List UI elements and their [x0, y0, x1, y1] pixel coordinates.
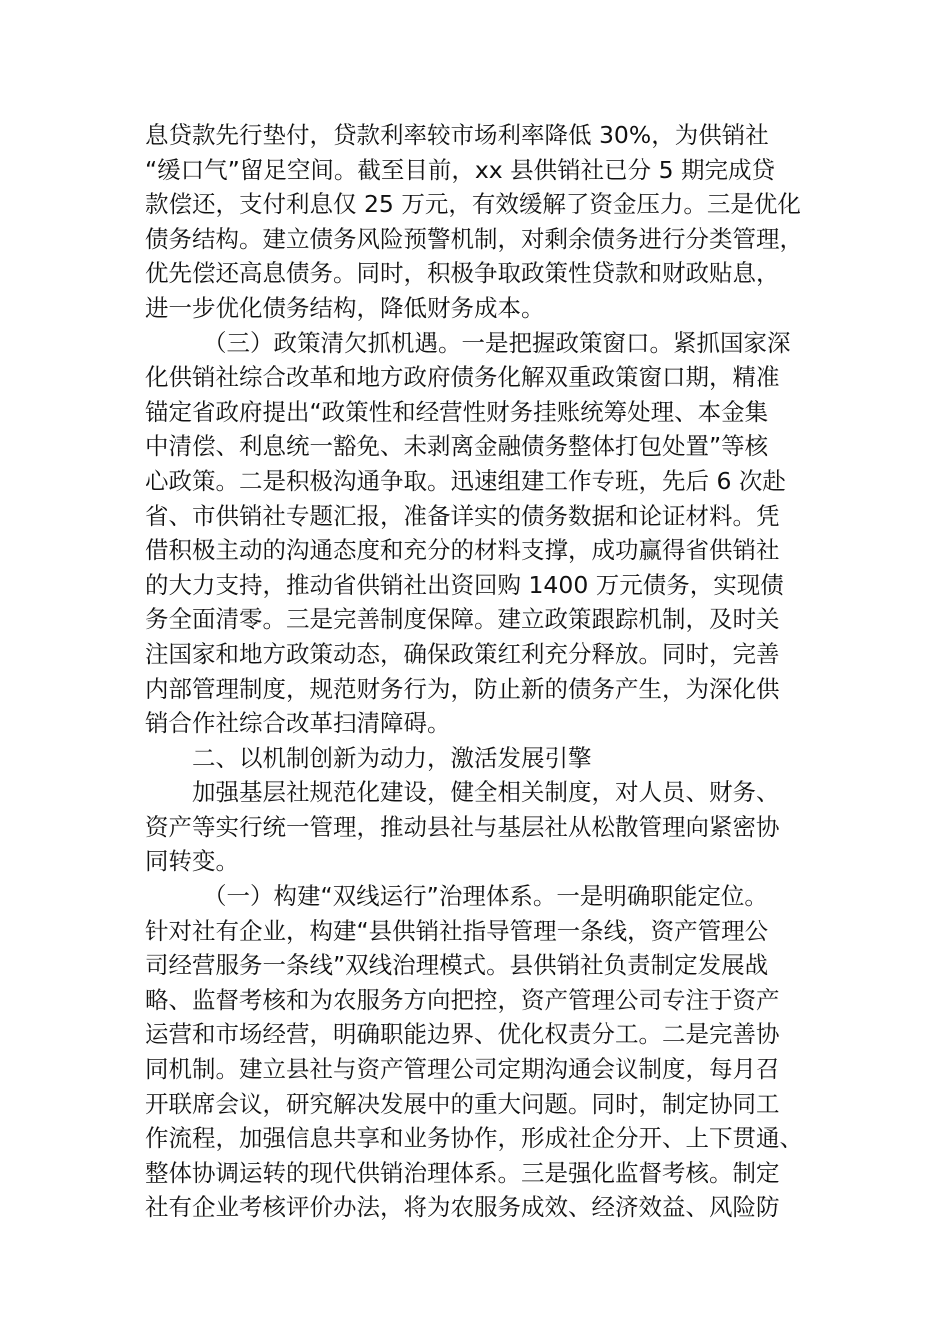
section-heading: 二、以机制创新为动力，激活发展引擎: [192, 743, 592, 772]
text-line: 中清偿、利息统一豁免、未剥离金融债务整体打包处置”等核: [145, 432, 769, 461]
text-line: 务全面清零。三是完善制度保障。建立政策跟踪机制，及时关: [145, 605, 780, 634]
subsection-heading-line: （三）政策清欠抓机遇。一是把握政策窗口。紧抓国家深: [203, 328, 791, 357]
text-line: 整体协调运转的现代供销治理体系。三是强化监督考核。制定: [145, 1158, 780, 1187]
text-line: 略、监督考核和为农服务方向把控，资产管理公司专注于资产: [145, 985, 780, 1014]
text-line: 加强基层社规范化建设，健全相关制度，对人员、财务、: [192, 778, 780, 807]
text-line: 社有企业考核评价办法，将为农服务成效、经济效益、风险防: [145, 1193, 780, 1222]
text-line: 息贷款先行垫付，贷款利率较市场利率降低 30%，为供销社: [145, 121, 769, 149]
text-line: 司经营服务一条线”双线治理模式。县供销社负责制定发展战: [145, 951, 769, 980]
text-line: 债务结构。建立债务风险预警机制，对剩余债务进行分类管理，: [145, 224, 803, 253]
text-line: 作流程，加强信息共享和业务协作，形成社企分开、上下贯通、: [145, 1124, 803, 1153]
text-line: 运营和市场经营，明确职能边界、优化权责分工。二是完善协: [145, 1020, 780, 1049]
text-line: 内部管理制度，规范财务行为，防止新的债务产生，为深化供: [145, 674, 780, 703]
text-line: 锚定省政府提出“政策性和经营性财务挂账统筹处理、本金集: [145, 397, 769, 426]
text-line: 同机制。建立县社与资产管理公司定期沟通会议制度，每月召: [145, 1055, 780, 1084]
text-line: 优先偿还高息债务。同时，积极争取政策性贷款和财政贴息，: [145, 259, 780, 288]
text-line: 销合作社综合改革扫清障碍。: [145, 709, 451, 738]
text-line: 心政策。二是积极沟通争取。迅速组建工作专班，先后 6 次赴: [145, 466, 786, 495]
text-line: 化供销社综合改革和地方政府债务化解双重政策窗口期，精准: [145, 363, 780, 392]
text-line: 资产等实行统一管理，推动县社与基层社从松散管理向紧密协: [145, 812, 780, 841]
text-line: 省、市供销社专题汇报，准备详实的债务数据和论证材料。凭: [145, 501, 780, 530]
text-line: 的大力支持，推动省供销社出资回购 1400 万元债务，实现债: [145, 570, 784, 599]
text-line: 借积极主动的沟通态度和充分的材料支撑，成功赢得省供销社: [145, 536, 780, 565]
text-line: 注国家和地方政策动态，确保政策红利充分释放。同时，完善: [145, 639, 780, 668]
text-line: “缓口气”留足空间。截至目前，xx 县供销社已分 5 期完成贷: [145, 155, 776, 184]
text-line: 同转变。: [145, 847, 239, 876]
text-line: 进一步优化债务结构，降低财务成本。: [145, 293, 545, 322]
text-line: 开联席会议，研究解决发展中的重大问题。同时，制定协同工: [145, 1089, 780, 1118]
body-text: [145, 118, 810, 1225]
subsection-heading-line: （一）构建“双线运行”治理体系。一是明确职能定位。: [203, 882, 768, 911]
text-line: 针对社有企业，构建“县供销社指导管理一条线，资产管理公: [145, 916, 769, 945]
text-line: 款偿还，支付利息仅 25 万元，有效缓解了资金压力。三是优化: [145, 190, 801, 219]
